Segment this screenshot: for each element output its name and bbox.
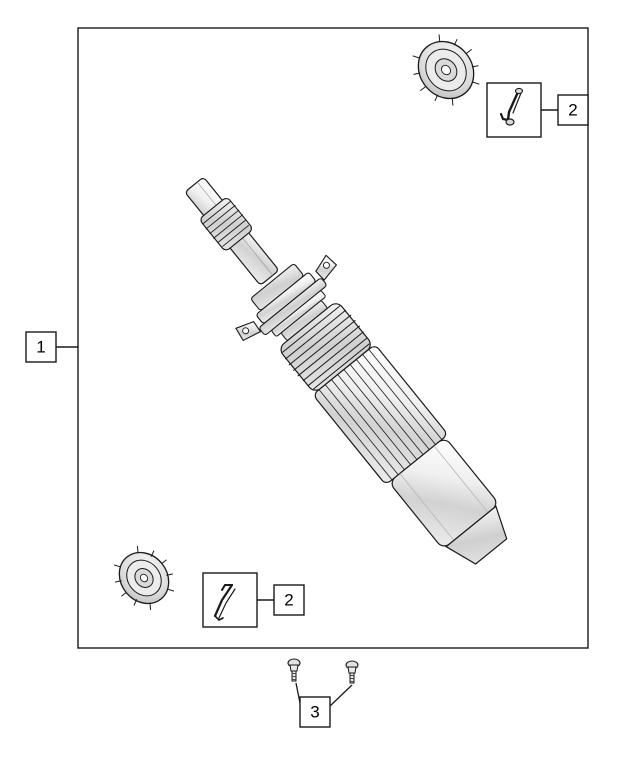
callout-3-leader-right: [330, 685, 352, 706]
callout-2-upper-label: 2: [568, 100, 578, 120]
mounting-bolt-right: [346, 661, 358, 683]
callout-3-label: 3: [310, 702, 320, 722]
callout-2-lower-label: 2: [284, 590, 294, 610]
callout-1-label: 1: [36, 337, 46, 357]
mounting-bolt-left: [288, 659, 300, 681]
callout-3: [288, 659, 358, 727]
callout-1: [26, 332, 78, 362]
callout-2-lower-detail-box: [203, 573, 257, 627]
